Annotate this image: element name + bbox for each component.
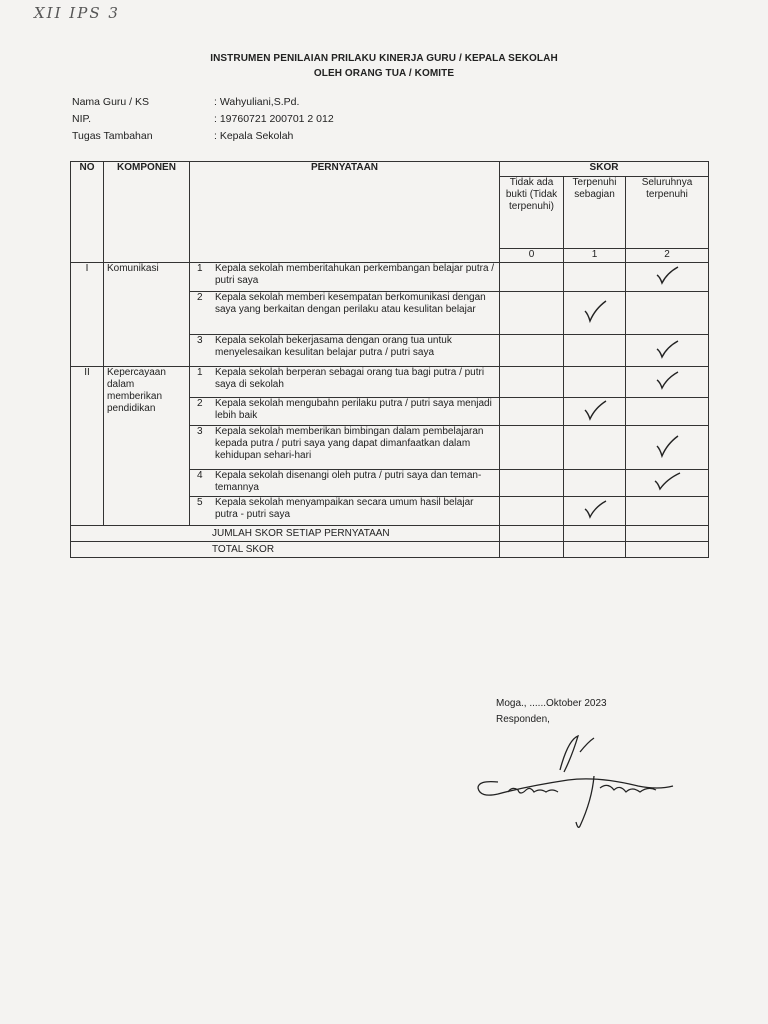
info-value-task: : Kepala Sekolah (214, 130, 294, 142)
statement-text: Kepala sekolah memberikan bimbingan dalam pembelajaran kepada putra / putri saya yang dapat dimanfaatkan dalam kehidupan sehari-hari (215, 426, 484, 461)
document-subtitle: OLEH ORANG TUA / KOMITE (313, 68, 455, 79)
signature-role: Responden, (496, 714, 550, 725)
info-value-nip: : 19760721 200701 2 012 (214, 113, 334, 125)
header-skor-0: Tidak ada bukti (Tidak terpenuhi) (500, 177, 564, 249)
statement-text: Kepala sekolah mengubahn perilaku putra / putri saya menjadi lebih baik (215, 398, 492, 421)
checkmark-icon (654, 370, 680, 390)
info-value-name: : Wahyuliani,S.Pd. (214, 96, 300, 108)
info-label-nip: NIP. (72, 113, 92, 125)
assessment-table (70, 161, 709, 558)
statement-text: Kepala sekolah disenangi oleh putra / putri saya dan teman-temannya (215, 470, 482, 493)
table-row (71, 263, 709, 292)
section-komponen: Komunikasi (104, 263, 190, 367)
statement-text: Kepala sekolah bekerjasama dengan orang tua untuk menyelesaikan kesulitan belajar putra / putri saya (215, 335, 452, 358)
checkmark-icon (582, 499, 608, 519)
skor-value-0: 0 (500, 249, 564, 263)
statement-number: 2 (197, 292, 203, 303)
statement-number: 3 (197, 335, 203, 346)
statement-text: Kepala sekolah menyampaikan secara umum hasil belajar putra - putri saya (215, 497, 474, 520)
signature-block (496, 696, 607, 728)
handwritten-class-note: XII IPS 3 (34, 4, 120, 22)
section-no: I (71, 263, 104, 367)
table-row (71, 367, 709, 398)
total-skor-label: TOTAL SKOR (71, 542, 500, 558)
checkmark-icon (652, 471, 682, 491)
info-label-task: Tugas Tambahan (72, 130, 153, 142)
statement-number: 4 (197, 470, 203, 481)
document-title: INSTRUMEN PENILAIAN PRILAKU KINERJA GURU / KEPALA SEKOLAH (210, 53, 558, 64)
checkmark-icon (654, 339, 680, 359)
header-komponen: KOMPONEN (104, 162, 190, 263)
section-no: II (71, 367, 104, 526)
signature-place-date: Moga., ......Oktober 2023 (496, 698, 607, 709)
header-pernyataan: PERNYATAAN (190, 162, 500, 263)
statement-text: Kepala sekolah memberitahukan perkembangan belajar putra / putri saya (215, 263, 495, 286)
statement-number: 1 (197, 367, 203, 378)
info-label-name: Nama Guru / KS (72, 96, 150, 108)
header-no: NO (71, 162, 104, 263)
header-skor-2: Seluruhnya terpenuhi (626, 177, 709, 249)
skor-value-1: 1 (564, 249, 626, 263)
handwritten-signature (468, 730, 680, 834)
section-komponen: Kepercayaan dalam memberikan pendidikan (104, 367, 190, 526)
statement-number: 3 (197, 426, 203, 437)
checkmark-icon (582, 299, 608, 323)
header-skor-1: Terpenuhi sebagian (564, 177, 626, 249)
checkmark-icon (654, 265, 680, 285)
checkmark-icon (582, 399, 608, 421)
checkmark-icon (654, 434, 680, 458)
header-skor: SKOR (500, 162, 709, 177)
statement-text: Kepala sekolah memberi kesempatan berkomunikasi dengan saya yang berkaitan dengan perilaku atau kesulitan belajar (215, 292, 486, 315)
statement-text: Kepala sekolah berperan sebagai orang tua bagi putra / putri saya di sekolah (215, 367, 485, 390)
table-row (71, 526, 709, 542)
table-row (71, 542, 709, 558)
statement-number: 2 (197, 398, 203, 409)
skor-value-2: 2 (626, 249, 709, 263)
jumlah-skor-label: JUMLAH SKOR SETIAP PERNYATAAN (71, 526, 500, 542)
statement-number: 1 (197, 263, 203, 274)
statement-number: 5 (197, 497, 203, 508)
